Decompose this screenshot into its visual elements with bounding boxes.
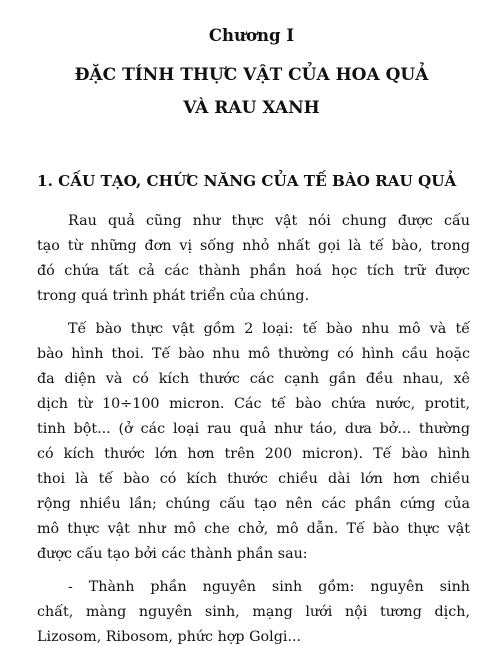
paragraph-2-line: dịch từ 10÷100 micron. Các tế bào chứa nước, protit,: [37, 396, 470, 412]
paragraph-2-line: mô thực vật như mô che chở, mô dẫn. Tế bào thực vật: [37, 521, 470, 537]
paragraph-3-line: chất, màng nguyên sinh, mạng lưới nội tương dịch,: [37, 604, 470, 620]
paragraph-2-line: thoi là tế bào có kích thước chiều dài lớn hơn chiều: [37, 471, 470, 487]
paragraph-2-line: Tế bào thực vật gồm 2 loại: tế bào nhu mô và tế: [68, 321, 470, 337]
paragraph-1-line: trong quá trình phát triển của chúng.: [37, 288, 310, 304]
paragraph-2-line: đa diện và có kích thước các cạnh gần đều nhau, xê: [37, 371, 470, 387]
paragraph-2-line: được cấu tạo bởi các thành phần sau:: [37, 546, 308, 562]
paragraph-3-line: Lizosom, Ribosom, phức hợp Golgi...: [37, 629, 302, 645]
chapter-title-line-1: ĐẶC TÍNH THỰC VẬT CỦA HOA QUẢ: [74, 65, 429, 85]
paragraph-2-line: rộng nhiều lần; chúng cấu tạo nên các phần cứng của: [37, 496, 470, 512]
paragraph-1-line: đó chứa tất cả các thành phần hoá học tích trữ được: [37, 263, 470, 279]
paragraph-1-line: tạo từ những đơn vị sống nhỏ nhất gọi là tế bào, trong: [37, 238, 470, 254]
paragraph-3-line: - Thành phần nguyên sinh gồm: nguyên sinh: [68, 579, 470, 595]
chapter-title-line-2: VÀ RAU XANH: [183, 98, 320, 118]
chapter-label: Chương I: [208, 26, 295, 45]
paragraph-2-line: tinh bột... (ở các loại rau quả như táo, dưa bở... thường: [37, 421, 470, 437]
paragraph-2-line: có kích thước lớn hơn trên 200 micron). Tế bào hình: [37, 446, 470, 462]
paragraph-2-line: bào hình thoi. Tế bào nhu mô thường có hình cầu hoặc: [37, 346, 470, 362]
section-heading: 1. CẤU TẠO, CHỨC NĂNG CỦA TẾ BÀO RAU QUẢ: [37, 172, 457, 190]
paragraph-1-line: Rau quả cũng như thực vật nói chung được cấu: [68, 213, 470, 229]
